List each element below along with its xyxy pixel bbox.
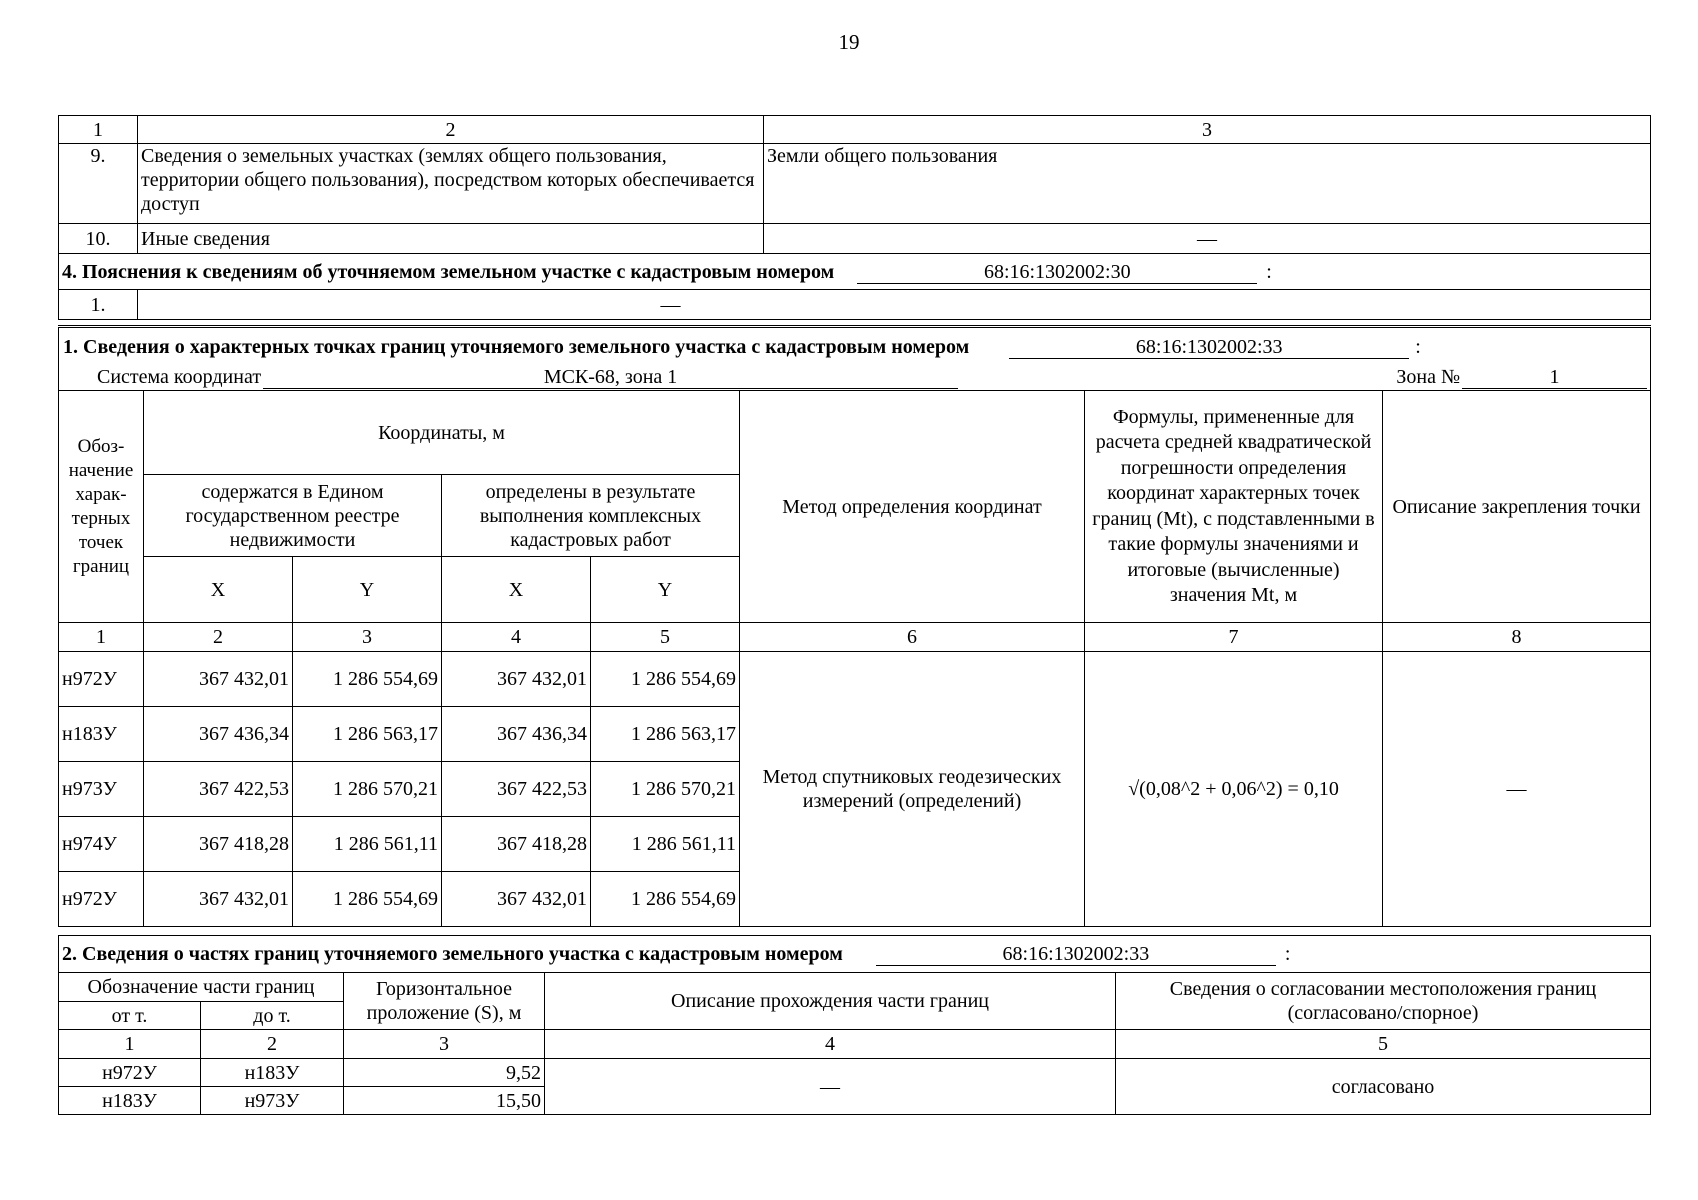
row-value: — — [138, 290, 1651, 320]
formula-value: √(0,08^2 + 0,06^2) = 0,10 — [1085, 652, 1383, 927]
col-header: 1 — [59, 116, 138, 144]
to-header: до т. — [201, 1002, 344, 1030]
col-number: 2 — [144, 623, 293, 652]
fixing-value: — — [1383, 652, 1651, 927]
page-number: 19 — [838, 30, 860, 54]
point-x-registry: 367 432,01 — [144, 872, 293, 927]
point-y-determined: 1 286 563,17 — [591, 707, 740, 762]
point-y-registry: 1 286 554,69 — [293, 652, 442, 707]
fixing-header: Описание закрепления точки — [1383, 391, 1651, 623]
point-y-registry: 1 286 554,69 — [293, 872, 442, 927]
coords-header: Координаты, м — [144, 391, 740, 475]
point-x-registry: 367 436,34 — [144, 707, 293, 762]
col-number: 4 — [442, 623, 591, 652]
x-header: X — [144, 557, 293, 623]
point-y-determined: 1 286 554,69 — [591, 872, 740, 927]
part-to: н183У — [201, 1059, 344, 1087]
point-y-determined: 1 286 561,11 — [591, 817, 740, 872]
point-x-registry: 367 432,01 — [144, 652, 293, 707]
point-x-registry: 367 422,53 — [144, 762, 293, 817]
colon: : — [1415, 336, 1421, 358]
method-header: Метод определения координат — [740, 391, 1085, 623]
designation-header: Обоз-начение харак-терных точек границ — [59, 391, 144, 623]
point-x-determined: 367 432,01 — [442, 652, 591, 707]
determined-header: определены в результате выполнения комплексных кадастровых работ — [442, 475, 740, 557]
part-to: н973У — [201, 1087, 344, 1115]
section4-cadastral: 68:16:1302002:30 — [857, 261, 1257, 284]
section2-title: 2. Сведения о частях границ уточняемого земельного участка с кадастровым номером — [62, 943, 843, 965]
zone-value: 1 — [1462, 366, 1647, 389]
top-table — [58, 115, 1651, 320]
zone-label: Зона № — [1396, 366, 1461, 388]
agreement-value: согласовано — [1116, 1059, 1651, 1115]
row-number: 1. — [59, 290, 138, 320]
colon: : — [1266, 260, 1272, 283]
col-number: 6 — [740, 623, 1085, 652]
col-number: 8 — [1383, 623, 1651, 652]
section2-header — [59, 936, 1651, 973]
table-row — [59, 1059, 1651, 1087]
section1-header — [59, 327, 1651, 391]
section1-cadastral: 68:16:1302002:33 — [1009, 336, 1409, 359]
coord-system-label: Система координат — [97, 366, 262, 388]
point-name: н183У — [59, 707, 144, 762]
col-number: 7 — [1085, 623, 1383, 652]
point-x-determined: 367 436,34 — [442, 707, 591, 762]
point-x-determined: 367 422,53 — [442, 762, 591, 817]
point-x-determined: 367 432,01 — [442, 872, 591, 927]
col-number: 1 — [59, 623, 144, 652]
col-header: 2 — [138, 116, 764, 144]
col-number: 4 — [545, 1030, 1116, 1059]
row-value: — — [764, 224, 1651, 254]
section4-title: 4. Пояснения к сведениям об уточняемом земельном участке с кадастровым номером — [62, 260, 835, 283]
coord-system-value: МСК-68, зона 1 — [263, 366, 958, 389]
part-from: н972У — [59, 1059, 201, 1087]
point-x-registry: 367 418,28 — [144, 817, 293, 872]
row-number: 10. — [59, 224, 138, 254]
row-label: Сведения о земельных участках (землях общего пользования, территории общего пользования), посредством которых обеспечивается доступ — [138, 144, 764, 224]
point-y-registry: 1 286 570,21 — [293, 762, 442, 817]
col-number: 5 — [1116, 1030, 1651, 1059]
from-header: от т. — [59, 1002, 201, 1030]
table-row — [59, 652, 1651, 707]
col-number: 3 — [293, 623, 442, 652]
col-number: 1 — [59, 1030, 201, 1059]
col-header: 3 — [764, 116, 1651, 144]
row-number: 9. — [59, 144, 138, 224]
part-distance: 15,50 — [344, 1087, 545, 1115]
point-x-determined: 367 418,28 — [442, 817, 591, 872]
y-header: Y — [591, 557, 740, 623]
col-number: 2 — [201, 1030, 344, 1059]
part-distance: 9,52 — [344, 1059, 545, 1087]
section2-cadastral: 68:16:1302002:33 — [876, 943, 1276, 966]
description-header: Описание прохождения части границ — [545, 973, 1116, 1030]
y-header: Y — [293, 557, 442, 623]
method-value: Метод спутниковых геодезических измерений (определений) — [740, 652, 1085, 927]
agreement-header: Сведения о согласовании местоположения границ (согласовано/спорное) — [1116, 973, 1651, 1030]
distance-header: Горизонтальное проложение (S), м — [344, 973, 545, 1030]
section4-title-row — [59, 254, 1651, 290]
section2-table — [58, 935, 1651, 1115]
point-name: н974У — [59, 817, 144, 872]
x-header: X — [442, 557, 591, 623]
point-y-registry: 1 286 563,17 — [293, 707, 442, 762]
formulas-header: Формулы, примененные для расчета средней квадратической погрешности определения координат характерных точек границ (Mt), с подставленными в такие формулы значениями и итоговые (вычисленные) значения Mt, м — [1085, 391, 1383, 623]
point-y-determined: 1 286 554,69 — [591, 652, 740, 707]
registry-header: содержатся в Едином государственном реестре недвижимости — [144, 475, 442, 557]
col-number: 5 — [591, 623, 740, 652]
part-header: Обозначение части границ — [59, 973, 344, 1002]
point-name: н972У — [59, 872, 144, 927]
point-name: н972У — [59, 652, 144, 707]
section1-title: 1. Сведения о характерных точках границ уточняемого земельного участка с кадастровым номером — [63, 336, 970, 358]
point-name: н973У — [59, 762, 144, 817]
col-number: 3 — [344, 1030, 545, 1059]
row-label: Иные сведения — [138, 224, 764, 254]
colon: : — [1284, 943, 1291, 965]
section1-table — [58, 325, 1651, 927]
row-value: Земли общего пользования — [764, 144, 1651, 224]
part-from: н183У — [59, 1087, 201, 1115]
point-y-determined: 1 286 570,21 — [591, 762, 740, 817]
point-y-registry: 1 286 561,11 — [293, 817, 442, 872]
description-value: — — [545, 1059, 1116, 1115]
